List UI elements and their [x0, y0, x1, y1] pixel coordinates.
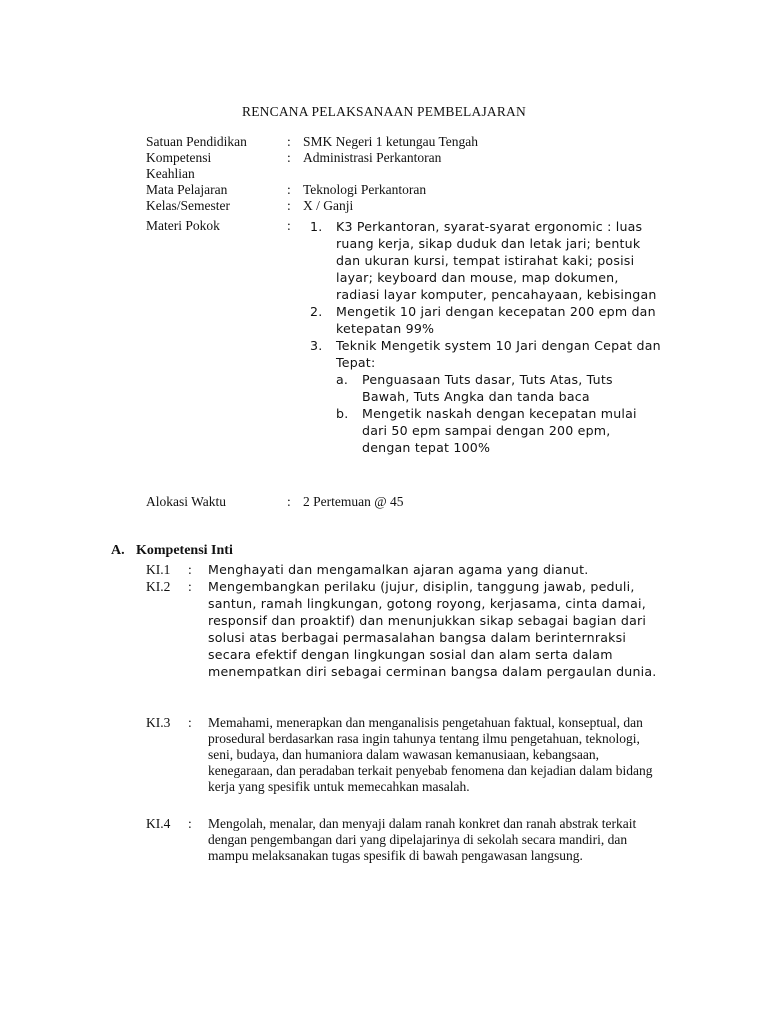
identity-row-satuan: [146, 134, 666, 150]
colon: :: [188, 562, 192, 577]
identity-row-kelas: [146, 198, 666, 214]
item-number: 3.: [310, 338, 323, 353]
item-text: K3 Perkantoran, syarat-syarat ergonomic : luas ruang kerja, sikap duduk dan letak jari; bentuk dan ukuran kursi, tempat istirahat kaki; posisi layar; keyboard dan mouse, map dokumen, radiasi layar komputer, pencahayaan, kebisingan: [336, 219, 657, 302]
identity-label: Satuan Pendidikan: [146, 134, 247, 149]
identity-value: X / Ganji: [303, 198, 354, 213]
ki-text: Mengolah, menalar, dan menyaji dalam ranah konkret dan ranah abstrak terkait dengan pengembangan dari yang dipelajarinya di sekolah secara mandiri, dan mampu melaksanakan tugas spesifik di bawah pengawasan langsung.: [208, 816, 637, 863]
identity-row-kompetensi: [146, 150, 666, 166]
ki-text: Memahami, menerapkan dan menganalisis pengetahuan faktual, konseptual, dan prosedural berdasarkan rasa ingin tahunya tentang ilmu pengetahuan, teknologi, seni, budaya, dan humaniora dalam wawasan kemanusiaan, kebangsaan, kenegaraan, dan peradaban terkait penyebab fenomena dan kejadian dalam bidang kerja yang spesifik untuk memecahkan masalah.: [208, 715, 653, 794]
materi-subitem: [336, 405, 662, 456]
colon: :: [188, 816, 192, 831]
alokasi-label: Alokasi Waktu: [146, 494, 227, 509]
colon: :: [287, 134, 291, 149]
alokasi-value: 2 Pertemuan @ 45: [303, 494, 404, 509]
colon: :: [287, 182, 291, 197]
identity-value: Administrasi Perkantoran: [303, 150, 442, 165]
subitem-letter: b.: [336, 406, 349, 421]
item-number: 1.: [310, 219, 323, 234]
identity-label: Mata Pelajaran: [146, 182, 228, 197]
ki-code: KI.3: [146, 715, 171, 730]
materi-subitem: [336, 371, 662, 405]
item-text: Mengetik 10 jari dengan kecepatan 200 epm dan ketepatan 99%: [336, 304, 656, 336]
materi-item: [302, 337, 662, 456]
document-title: RENCANA PELAKSANAAN PEMBELAJARAN: [242, 104, 526, 119]
identity-label: Kompetensi: [146, 150, 212, 165]
section-title: Kompetensi Inti: [136, 543, 233, 558]
ki-code: KI.4: [146, 816, 171, 831]
ki-code: KI.2: [146, 579, 171, 594]
materi-list: [302, 218, 662, 456]
subitem-text: Penguasaan Tuts dasar, Tuts Atas, Tuts Bawah, Tuts Angka dan tanda baca: [362, 372, 613, 404]
identity-table: [146, 134, 666, 214]
alokasi-waktu-row: [146, 494, 666, 510]
colon: :: [188, 715, 192, 730]
identity-row-keahlian: [146, 166, 666, 182]
colon: :: [287, 150, 291, 165]
ki-text: Menghayati dan mengamalkan ajaran agama yang dianut.: [208, 562, 589, 577]
identity-value: Teknologi Perkantoran: [303, 182, 427, 197]
colon: :: [287, 494, 291, 509]
materi-item: [302, 218, 662, 303]
identity-row-mata-pelajaran: [146, 182, 666, 198]
identity-value: SMK Negeri 1 ketungau Tengah: [303, 134, 479, 149]
colon: :: [287, 218, 291, 233]
materi-item: [302, 303, 662, 337]
colon: :: [188, 579, 192, 594]
identity-label: Keahlian: [146, 166, 195, 181]
subitem-text: Mengetik naskah dengan kecepatan mulai dari 50 epm sampai dengan 200 epm, dengan tepat 100%: [362, 406, 637, 455]
materi-label: Materi Pokok: [146, 218, 220, 233]
colon: :: [287, 198, 291, 213]
section-letter: A.: [111, 543, 125, 558]
identity-label: Kelas/Semester: [146, 198, 230, 213]
ki-text: Mengembangkan perilaku (jujur, disiplin, tanggung jawab, peduli, santun, ramah lingkungan, gotong royong, kerjasama, cinta damai, responsif dan proaktif) dan menunjukkan sikap sebagai bagian dari solusi atas berbagai permasalahan bangsa dalam berinternraksi secara efektif dengan lingkungan sosial dan alam serta dalam menempatkan diri sebagai cerminan bangsa dalam pergaulan dunia.: [208, 579, 657, 679]
subitem-letter: a.: [336, 372, 349, 387]
item-number: 2.: [310, 304, 323, 319]
ki-code: KI.1: [146, 562, 171, 577]
section-heading: [111, 543, 233, 559]
item-text: Teknik Mengetik system 10 Jari dengan Cepat dan Tepat:: [336, 338, 661, 370]
